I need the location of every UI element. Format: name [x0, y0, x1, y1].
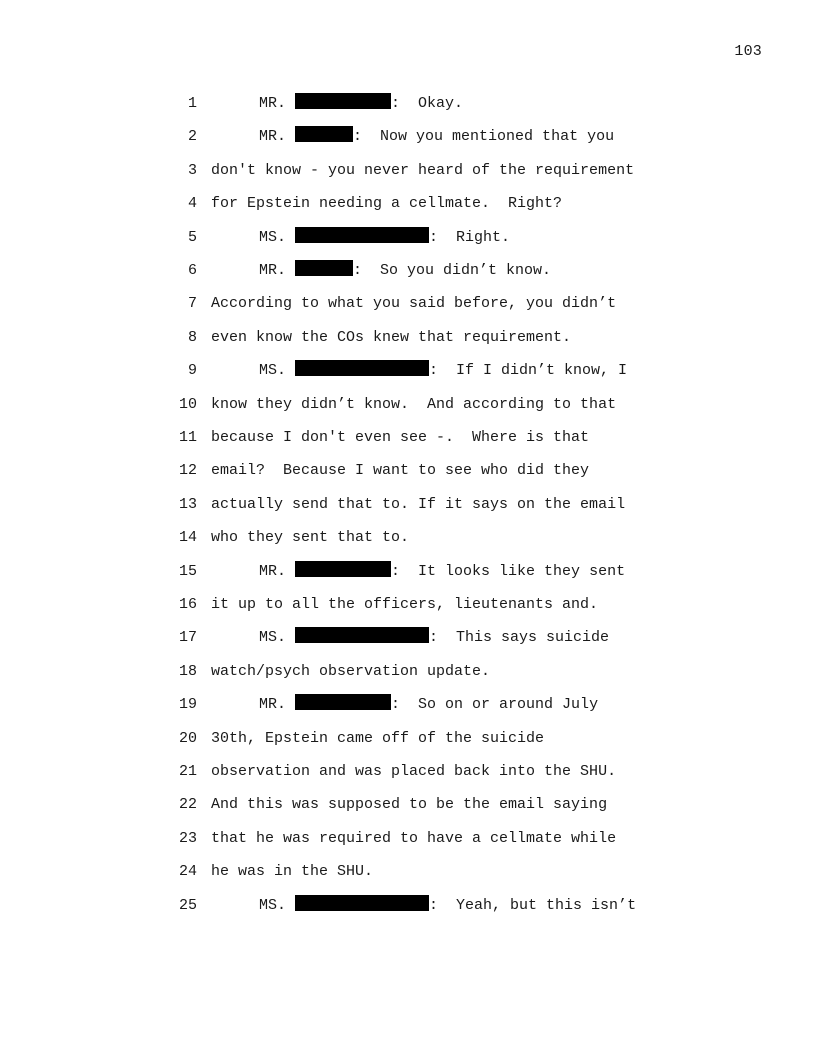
line-text: watch/psych observation update.: [211, 662, 491, 680]
redaction-bar: [295, 561, 391, 577]
transcript-line: [0, 356, 816, 386]
line-text: he was in the SHU.: [211, 863, 374, 881]
transcript-line: [0, 456, 816, 486]
line-text: who they sent that to.: [211, 529, 410, 547]
transcript-line: [0, 557, 816, 587]
line-text: don't know - you never heard of the requirement: [211, 161, 635, 179]
line-text: And this was supposed to be the email saying: [211, 796, 608, 814]
speaker-title: MR.: [259, 562, 287, 580]
transcript-line: [0, 390, 816, 420]
speaker-title: MR.: [259, 95, 287, 112]
line-number: 14: [178, 529, 197, 547]
transcript-line: [0, 523, 816, 553]
redaction-bar: [295, 895, 429, 911]
line-text: [259, 223, 510, 253]
line-text: [259, 557, 625, 587]
line-text: it up to all the officers, lieutenants and.: [211, 596, 599, 613]
speech-text: : It looks like they sent: [391, 562, 626, 580]
line-number: 9: [187, 362, 197, 380]
line-number: 19: [178, 696, 197, 714]
speaker-title: MS.: [259, 629, 287, 647]
line-text: that he was required to have a cellmate while: [211, 829, 617, 847]
redaction-bar: [295, 227, 429, 243]
redaction-bar: [295, 360, 429, 376]
line-number: 6: [187, 262, 197, 279]
line-number: 15: [178, 562, 197, 580]
line-number: 24: [178, 863, 197, 881]
speech-text: : Right.: [429, 228, 511, 246]
line-number: 20: [178, 729, 197, 747]
line-text: [259, 690, 598, 720]
line-number: 1: [187, 95, 197, 112]
line-number: 7: [187, 295, 197, 313]
speaker-title: MR.: [259, 262, 287, 279]
line-text: [259, 356, 627, 386]
line-text: [259, 623, 609, 653]
speech-text: : If I didn’t know, I: [429, 362, 628, 380]
line-number: 2: [187, 128, 197, 146]
speaker-title: MR.: [259, 128, 287, 146]
transcript-line: [0, 590, 816, 620]
line-text: because I don't even see -. Where is that: [211, 429, 590, 446]
line-number: 25: [178, 896, 197, 914]
speech-text: : So on or around July: [391, 696, 599, 714]
speech-text: : Yeah, but this isn’t: [429, 896, 637, 914]
transcript-line: [0, 223, 816, 253]
speaker-title: MS.: [259, 228, 287, 246]
speaker-title: MS.: [259, 896, 287, 914]
transcript-line: [0, 824, 816, 854]
line-text: [259, 891, 636, 921]
transcript-line: [0, 323, 816, 353]
line-text: observation and was placed back into the SHU.: [211, 763, 617, 780]
redaction-bar: [295, 126, 353, 142]
redaction-bar: [295, 694, 391, 710]
transcript-line: [0, 724, 816, 754]
speech-text: : This says suicide: [429, 629, 610, 647]
line-text: email? Because I want to see who did they: [211, 462, 590, 480]
redaction-bar: [295, 260, 353, 276]
transcript-line: [0, 189, 816, 219]
line-number: 12: [178, 462, 197, 480]
line-text: [259, 122, 614, 152]
line-number: 10: [178, 395, 197, 413]
line-number: 22: [178, 796, 197, 814]
line-number: 21: [178, 763, 197, 780]
line-number: 3: [187, 161, 197, 179]
speech-text: : So you didn’t know.: [353, 262, 552, 279]
transcript-line: [0, 289, 816, 319]
line-text: actually send that to. If it says on the email: [211, 495, 626, 513]
transcript-line: [0, 790, 816, 820]
line-number: 13: [178, 495, 197, 513]
redaction-bar: [295, 627, 429, 643]
transcript-line: [0, 690, 816, 720]
line-number: 16: [178, 596, 197, 613]
line-text: [259, 89, 463, 119]
transcript-line: [0, 857, 816, 887]
transcript-line: [0, 757, 816, 787]
speech-text: : Now you mentioned that you: [353, 128, 615, 146]
speaker-title: MR.: [259, 696, 287, 714]
line-text: According to what you said before, you didn’t: [211, 295, 617, 313]
line-number: 18: [178, 662, 197, 680]
line-number: 11: [178, 429, 197, 446]
redaction-bar: [295, 93, 391, 109]
speech-text: : Okay.: [391, 95, 464, 112]
line-text: know they didn’t know. And according to that: [211, 395, 617, 413]
transcript-line: [0, 256, 816, 286]
line-number: 23: [178, 829, 197, 847]
transcript-line: [0, 122, 816, 152]
transcript-line: [0, 490, 816, 520]
transcript-line: [0, 423, 816, 453]
transcript-line: [0, 156, 816, 186]
line-number: 5: [187, 228, 197, 246]
transcript-line: [0, 89, 816, 119]
line-number: 4: [187, 195, 197, 213]
line-text: for Epstein needing a cellmate. Right?: [211, 195, 563, 213]
transcript-line: [0, 657, 816, 687]
line-text: 30th, Epstein came off of the suicide: [211, 729, 545, 747]
line-text: [259, 256, 551, 286]
line-number: 8: [187, 328, 197, 346]
line-text: even know the COs knew that requirement.: [211, 328, 572, 346]
transcript-line: [0, 891, 816, 921]
page-number: 103: [734, 43, 762, 60]
speaker-title: MS.: [259, 362, 287, 380]
transcript-line: [0, 623, 816, 653]
line-number: 17: [178, 629, 197, 647]
